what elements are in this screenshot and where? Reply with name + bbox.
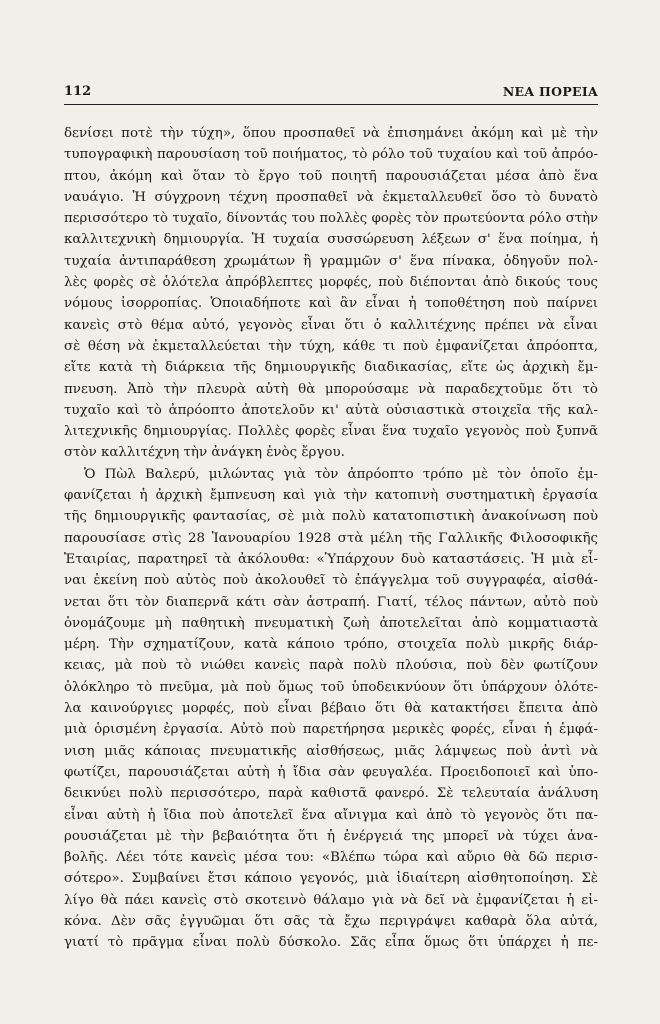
text-line: τυπογραφικὴ παρουσίαση τοῦ ποιήματος, τὸ ρόλο τοῦ τυχαίου καὶ τοῦ ἀπρόο-: [64, 147, 598, 163]
text-line: λίγο θὰ πάει κανεὶς στὸ σκοτεινὸ θάλαμο γιὰ νὰ δεῖ νὰ ἐμφανίζεται ἡ εἰ-: [64, 892, 598, 908]
text-line: ναι ἐκείνη ποὺ αὐτὸς ποὺ ἀκολουθεῖ τὸ ἐπάγγελμα τοῦ συγγραφέα, αἰσθά-: [64, 573, 598, 589]
text-line: μέρη. Τὴν σχηματίζουν, κατὰ κάποιο τρόπο, στοιχεῖα πολὺ μικρῆς διάρ-: [64, 637, 598, 653]
text-line: ρουσιάζεται μὲ τὴν βεβαιότητα ὅτι ἡ ἐνέργειά της μπορεῖ νὰ τύχει ἀνα-: [64, 828, 598, 844]
text-line: λὲς φορὲς σὲ ὁλότελα ἀπρόβλεπτες μορφές, ποὺ διέπονται ἀπὸ δικούς τους: [64, 275, 598, 291]
text-line: πτου, ἀκόμη καὶ ὅταν τὸ ἔργο τοῦ ποιητῆ παρουσιάζεται μέσα ἀπὸ ἕνα: [64, 168, 598, 184]
text-line: νεται ὅτι τὸν διαπερνᾶ κάτι σὰν ἀστραπή. Γιατί, τέλος πάντων, αὐτὸ ποὺ: [64, 594, 598, 610]
text-line: λιτεχνικῆς δημιουργίας. Πολλὲς φορὲς εἶναι ἕνα τυχαῖο γεγονὸς ποὺ ξυπνᾶ: [64, 424, 598, 440]
text-line: σὲ θέση νὰ ἐκμεταλλεύεται τὴν τύχη, κάθε τι ποὺ ἐμφανίζεται ἀπρόοπτα,: [64, 338, 598, 354]
text-line: πνευση. Ἀπὸ τὴν πλευρὰ αὐτὴ θὰ μπορούσαμε νὰ παραδεχτοῦμε ὅτι τὸ: [64, 381, 598, 397]
text-line: νόμους ἰσορροπίας. Ὁποιαδήποτε καὶ ἂν εἶναι ἡ τοποθέτηση ποὺ παίρνει: [64, 296, 598, 312]
text-line: ναυάγιο. Ἡ σύγχρονη τέχνη προσπαθεῖ νὰ ἐκμεταλλευθεῖ ὅσο τὸ δυνατὸ: [64, 189, 598, 205]
text-line: νιση μιᾶς κάποιας πνευματικῆς αἰσθήσεως, μιᾶς λάμψεως ποὺ ἀντὶ νὰ: [64, 743, 598, 759]
text-line: δεικνύει πολὺ περισσότερο, παρὰ καθιστᾶ φανερό. Σὲ τελευταία ἀνάλυση: [64, 786, 598, 802]
text-line: ὀνομάζουμε μὴ παθητικὴ πνευματικὴ ζωὴ ἀποτελεῖται ἀπὸ κομματιαστὰ: [64, 615, 598, 631]
text-line: παρουσίασε στὶς 28 Ἰανουαρίου 1928 στὰ μέλη τῆς Γαλλικῆς Φιλοσοφικῆς: [64, 530, 598, 546]
text-line: τῆς δημιουργικῆς φαντασίας, σὲ μιὰ πολὺ κατατοπιστικὴ ἀνακοίνωση ποὺ: [64, 509, 598, 525]
text-line: δενίσει ποτὲ τὴν τύχη», ὅπου προσπαθεῖ νὰ ἐπισημάνει ἀκόμη καὶ μὲ τὴν: [64, 126, 598, 141]
text-line: εἶναι αὐτὴ ἡ ἴδια ποὺ ἀποτελεῖ ἕνα αἴνιγμα καὶ ἀπὸ τὸ γεγονὸς ὅτι πα-: [64, 807, 598, 823]
paragraph: [64, 464, 598, 954]
running-head: ΝΕΑ ΠΟΡΕΙΑ: [502, 84, 598, 99]
body-text: [64, 123, 598, 954]
text-line: κόνα. Δὲν σᾶς ἐγγυῶμαι ὅτι σᾶς τὰ ἔχω περιγράψει καθαρὰ ὅλα αὐτά,: [64, 913, 598, 929]
text-line: φανίζεται ἡ ἀρχικὴ ἔμπνευση καὶ γιὰ τὴν κατοπινὴ συστηματικὴ ἐργασία: [64, 488, 598, 504]
text-line: στὸν καλλιτέχνη τὴν ἀνάγκη ἑνὸς ἔργου.: [64, 445, 345, 461]
page-number: 112: [64, 84, 92, 99]
text-line: Ἑταιρίας, παρατηρεῖ τὰ ἀκόλουθα: «Ὑπάρχουν δυὸ καταστάσεις. Ἡ μιὰ εἶ-: [64, 551, 598, 567]
text-line: εἴτε κατὰ τὴ διάρκεια τῆς δημιουργικῆς διαδικασίας, εἴτε ὡς ἀρχικὴ ἔμ-: [64, 360, 598, 376]
paragraphs: [64, 123, 598, 954]
text-line: κειας, μὰ ποὺ τὸ νιώθει κανεὶς παρὰ πολὺ πλούσια, ποὺ δὲν φωτίζουν: [64, 658, 598, 674]
text-line: κανεὶς στὸ θέμα αὐτό, γεγονὸς εἶναι ὅτι ὁ καλλιτέχνης πρέπει νὰ εἶναι: [64, 317, 598, 333]
text-line: καλλιτεχνικὴ δημιουργία. Ἡ τυχαία συσσώρευση λέξεων σ' ἕνα ποίημα, ἡ: [64, 232, 598, 248]
text-line: σότερο». Συμβαίνει ἔτσι κάποιο γεγονός, μιὰ ἰδιαίτερη αἰσθητοποίηση. Σὲ: [64, 871, 598, 887]
text-line: ὁλόκληρο τὸ πνεῦμα, μὰ ποὺ ὅμως τοῦ ὑποδεικνύουν ὅτι ὑπάρχουν ὁλότε-: [64, 679, 598, 695]
text-line: περισσότερο τὸ τυχαῖο, δίνοντάς του πολλὲς φορὲς τὸν πρωτεύοντα ρόλο στὴν: [64, 211, 598, 227]
text-line: γιατί τὸ πρᾶγμα εἶναι πολὺ δύσκολο. Σᾶς εἶπα ὅμως ὅτι ὑπάρχει ἡ πε-: [64, 935, 598, 951]
text-line: τυχαία ἀντιπαράθεση χρωμάτων ἢ γραμμῶν σ' ἕνα πίνακα, ὁδηγοῦν πολ-: [64, 253, 598, 269]
text-line: λα καινούργιες μορφές, ποὺ εἶναι βέβαιο ὅτι θὰ κατακτήσει ἔπειτα ἀπὸ: [64, 701, 598, 717]
text-line: Ὁ Πὼλ Βαλερύ, μιλώντας γιὰ τὸν ἀπρόοπτο τρόπο μὲ τὸν ὁποῖο ἐμ-: [84, 466, 598, 482]
text-line: βολῆς. Λέει τότε κανεὶς μέσα του: «Βλέπω τώρα καὶ αὔριο θὰ δῶ περισ-: [64, 850, 598, 866]
text-line: φωτίζει, παρουσιάζεται αὐτὴ ἡ ἴδια σὰν φευγαλέα. Προειδοποιεῖ καὶ ὑπο-: [64, 764, 598, 780]
text-line: μιὰ ὁρισμένη ἐργασία. Αὐτὸ ποὺ παρετήρησα μερικὲς φορές, εἶναι ἡ ἐμφά-: [64, 722, 598, 738]
header-rule: [64, 104, 598, 105]
paragraph: [64, 123, 598, 464]
text-line: τυχαῖο καὶ τὸ ἀπρόοπτο ἀποτελοῦν κι' αὐτὰ οὐσιαστικὰ στοιχεῖα τῆς καλ-: [64, 402, 598, 418]
page-header: [64, 84, 598, 104]
